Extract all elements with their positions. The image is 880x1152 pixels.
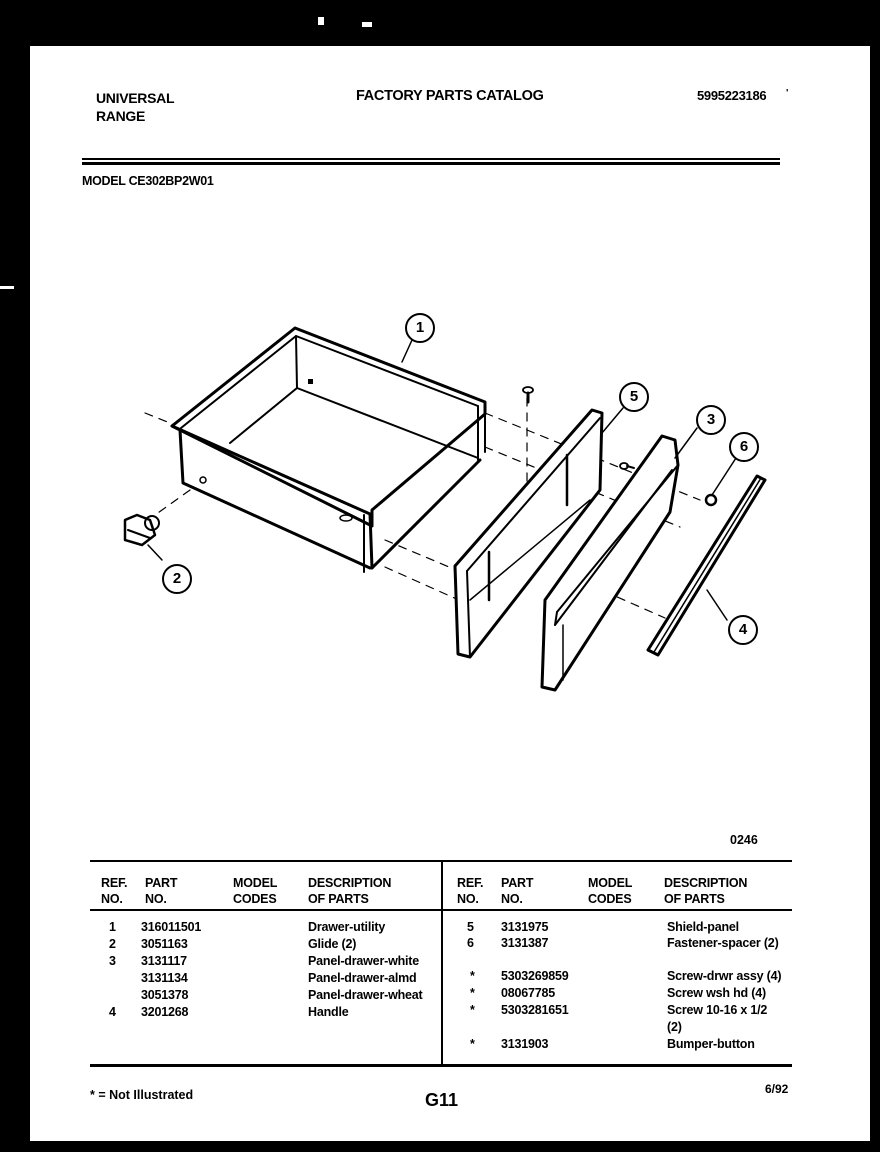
header-ref-line2: NO. — [457, 892, 479, 906]
brand-line-2: RANGE — [96, 108, 146, 124]
callout-5: 5 — [629, 388, 639, 405]
part-no: 3131903 — [501, 1037, 549, 1051]
description: Drawer-utility — [308, 920, 386, 934]
page-id: G11 — [425, 1090, 459, 1110]
header-model-codes-right — [588, 875, 632, 907]
callout-4: 4 — [738, 621, 748, 638]
fastener-spacer-part — [706, 495, 716, 505]
description: Shield-panel — [667, 920, 739, 934]
header-description-right — [664, 875, 747, 907]
ref-no: 2 — [109, 937, 116, 951]
header-ref-no — [101, 875, 127, 907]
callout-2: 2 — [172, 570, 182, 587]
callout-3: 3 — [706, 411, 716, 428]
header-part-line1: PART — [501, 876, 534, 890]
ref-no: 4 — [109, 1005, 116, 1019]
part-no: 3131117 — [141, 954, 187, 968]
part-no: 3131387 — [501, 936, 549, 950]
header-ref-line2: NO. — [101, 892, 123, 906]
description: Handle — [308, 1005, 349, 1019]
header-description — [308, 875, 391, 907]
glide-part — [125, 515, 159, 545]
header-part-line1: PART — [145, 876, 178, 890]
callout-1: 1 — [415, 319, 425, 336]
header-model-line1: MODEL — [233, 876, 278, 890]
ref-no: * — [470, 1037, 475, 1051]
part-no: 3201268 — [141, 1005, 189, 1019]
ref-no: 3 — [109, 954, 116, 968]
header-desc-line2: OF PARTS — [664, 892, 725, 906]
description: Glide (2) — [308, 937, 357, 951]
table-bottom-rule — [90, 1064, 792, 1067]
header-model-line1: MODEL — [588, 876, 633, 890]
header-part-no-right — [501, 875, 533, 907]
header-ref-no-right — [457, 875, 483, 907]
part-no: 3051378 — [141, 988, 189, 1002]
ref-no: * — [470, 1003, 475, 1017]
description: Screw wsh hd (4) — [667, 986, 766, 1000]
header-part-line2: NO. — [501, 892, 523, 906]
ref-no: 6 — [467, 936, 474, 950]
description: Screw 10-16 x 1/2 — [667, 1003, 768, 1017]
header-model-line2: CODES — [233, 892, 277, 906]
scan-speck — [318, 17, 324, 25]
scan-speck — [362, 22, 372, 27]
ref-no: 1 — [109, 920, 116, 934]
drawer-utility-part — [172, 328, 485, 572]
header-ref-line1: REF. — [101, 876, 128, 890]
catalog-number: 5995223186 — [697, 88, 767, 103]
description: Fastener-spacer (2) — [667, 936, 779, 950]
table-column-divider — [441, 862, 443, 1064]
ref-no: * — [470, 969, 475, 983]
header-part-line2: NO. — [145, 892, 167, 906]
description: Panel-drawer-white — [308, 954, 420, 968]
not-illustrated-legend: * = Not Illustrated — [90, 1088, 194, 1102]
header-model-line2: CODES — [588, 892, 632, 906]
revision-date: 6/92 — [765, 1082, 789, 1096]
header-desc-line1: DESCRIPTION — [664, 876, 748, 890]
ref-no: * — [470, 986, 475, 1000]
header-part-no — [145, 875, 177, 907]
part-no: 08067785 — [501, 986, 556, 1000]
part-no: 3051163 — [141, 937, 188, 951]
part-no: 3131975 — [501, 920, 549, 934]
description: Panel-drawer-wheat — [308, 988, 423, 1002]
part-no: 3131134 — [141, 971, 188, 985]
header-desc-line1: DESCRIPTION — [308, 876, 392, 890]
ref-no: 5 — [467, 920, 474, 934]
brand-line-1: UNIVERSAL — [96, 90, 175, 106]
model-label: MODEL CE302BP2W01 — [82, 174, 214, 188]
header-ref-line1: REF. — [457, 876, 484, 890]
header-model-codes — [233, 875, 277, 907]
description: Bumper-button — [667, 1037, 755, 1051]
description: Screw-drwr assy (4) — [667, 969, 782, 983]
illustration-code: 0246 — [730, 833, 758, 847]
description: Panel-drawer-almd — [308, 971, 417, 985]
header-desc-line2: OF PARTS — [308, 892, 369, 906]
catalog-number-mark: ' — [786, 88, 789, 99]
part-no: 316011501 — [141, 920, 202, 934]
page-title: FACTORY PARTS CATALOG — [356, 88, 544, 104]
scan-speck — [0, 286, 14, 289]
part-no: 5303281651 — [501, 1003, 569, 1017]
part-no: 5303269859 — [501, 969, 569, 983]
description-continued: (2) — [667, 1020, 682, 1034]
callout-6: 6 — [739, 438, 749, 455]
